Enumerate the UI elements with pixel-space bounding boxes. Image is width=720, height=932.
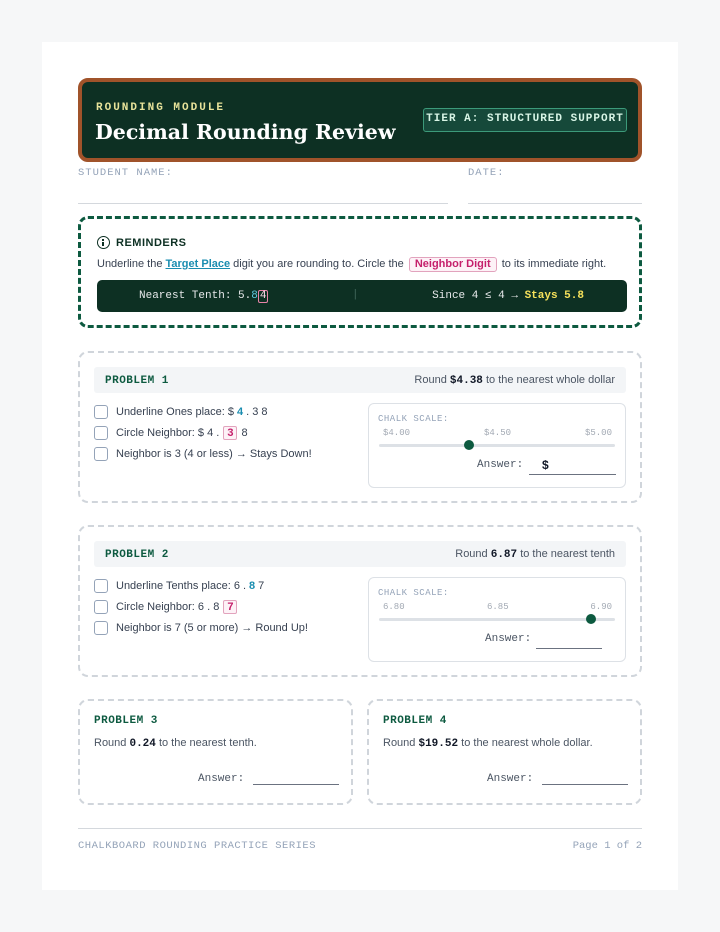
step-3 xyxy=(94,443,312,464)
scale-tick: $5.00 xyxy=(584,428,612,438)
rule-prefix: Since 4 ≤ 4 → xyxy=(432,290,518,302)
scale-tick: 6.90 xyxy=(590,602,612,612)
answer-label: Answer: xyxy=(477,459,524,471)
problem-2-header xyxy=(94,541,626,567)
problem-1-label: PROBLEM 1 xyxy=(105,375,169,387)
desc-text: to the nearest tenth. xyxy=(158,737,257,749)
answer-field[interactable] xyxy=(529,474,616,475)
neighbor-digit: 3 xyxy=(223,426,237,440)
rule-result: Stays 5.8 xyxy=(524,290,584,302)
problem-1-description xyxy=(414,374,615,387)
example-right xyxy=(432,290,584,302)
footer-series: CHALKBOARD ROUNDING PRACTICE SERIES xyxy=(78,840,317,852)
problem-3-label: PROBLEM 3 xyxy=(94,715,158,727)
problem-4-description xyxy=(383,737,593,750)
divider: | xyxy=(352,289,359,301)
step-text: 8 xyxy=(241,426,248,439)
target-digit: 8 xyxy=(249,579,256,592)
answer-field[interactable] xyxy=(536,648,602,649)
step-checkbox[interactable] xyxy=(94,426,108,440)
answer-label: Answer: xyxy=(198,773,245,785)
reminders-title: REMINDERS xyxy=(116,236,187,249)
step-checkbox[interactable] xyxy=(94,579,108,593)
step-text: Neighbor is 3 (4 or less) → Stays Down! xyxy=(116,447,312,460)
problem-3-value: 0.24 xyxy=(129,738,156,750)
desc-text: Round xyxy=(383,737,416,749)
scale-tick: $4.50 xyxy=(484,428,512,438)
worksheet-page xyxy=(42,42,678,890)
step-text: Underline Tenths place: 6 . xyxy=(116,579,247,592)
date-label: DATE: xyxy=(468,167,505,179)
desc-text: to the nearest whole dollar xyxy=(485,374,615,386)
problem-1-header xyxy=(94,367,626,393)
step-text: Circle Neighbor: 6 . 8 xyxy=(116,600,220,613)
student-name-field[interactable] xyxy=(78,203,448,204)
problem-1-card xyxy=(78,351,642,503)
step-2 xyxy=(94,596,308,617)
date-field[interactable] xyxy=(468,203,642,204)
example-bar xyxy=(97,280,627,312)
scale-tick: 6.80 xyxy=(383,602,405,612)
problem-4-label: PROBLEM 4 xyxy=(383,715,447,727)
answer-label: Answer: xyxy=(487,773,534,785)
step-1 xyxy=(94,575,308,596)
reminders-heading xyxy=(97,236,187,249)
desc-text: Round xyxy=(94,737,127,749)
problem-3-description xyxy=(94,737,257,750)
answer-prefix: $ xyxy=(542,458,549,472)
example-prefix: Nearest Tenth: 5. xyxy=(139,290,252,302)
desc-text: to the nearest whole dollar. xyxy=(461,737,593,749)
problem-2-card xyxy=(78,525,642,677)
module-label: ROUNDING MODULE xyxy=(96,102,226,114)
reminder-text-part: Underline the xyxy=(97,258,163,270)
chalkboard-header xyxy=(78,78,642,162)
chalk-scale-label: CHALK SCALE: xyxy=(378,414,449,424)
answer-field[interactable] xyxy=(542,784,628,785)
problem-2-steps xyxy=(94,575,308,638)
scale-tick: 6.85 xyxy=(487,602,509,612)
scale-tick: $4.00 xyxy=(383,428,411,438)
target-place-term: Target Place xyxy=(165,258,231,270)
scale-marker[interactable] xyxy=(464,440,474,450)
tier-badge: TIER A: STRUCTURED SUPPORT xyxy=(423,108,627,132)
step-text: . 3 8 xyxy=(246,405,268,418)
step-text: Circle Neighbor: $ 4 . xyxy=(116,426,220,439)
step-text: 7 xyxy=(258,579,265,592)
reminders-box xyxy=(78,216,642,328)
neighbor-digit: 7 xyxy=(223,600,237,614)
chalk-scale xyxy=(368,403,626,488)
reminders-text xyxy=(97,257,606,272)
problem-4-value: $19.52 xyxy=(418,738,459,750)
page-number: Page 1 of 2 xyxy=(572,840,642,852)
desc-text: Round xyxy=(414,374,447,386)
step-1 xyxy=(94,401,312,422)
page-title: Decimal Rounding Review xyxy=(95,120,396,144)
problem-2-description xyxy=(455,548,615,561)
reminder-text-part: to its immediate right. xyxy=(501,258,607,270)
scale-marker[interactable] xyxy=(586,614,596,624)
problem-2-label: PROBLEM 2 xyxy=(105,549,169,561)
step-checkbox[interactable] xyxy=(94,621,108,635)
step-checkbox[interactable] xyxy=(94,600,108,614)
problem-2-value: 6.87 xyxy=(490,549,518,561)
step-text: Underline Ones place: $ xyxy=(116,405,235,418)
example-neighbor-digit: 4 xyxy=(259,290,267,302)
chalk-scale xyxy=(368,577,626,662)
scale-track xyxy=(379,618,615,621)
example-target-digit: 8 xyxy=(251,290,258,302)
step-text: Neighbor is 7 (5 or more) → Round Up! xyxy=(116,621,308,634)
target-digit: 4 xyxy=(237,405,244,418)
answer-field[interactable] xyxy=(253,784,339,785)
problem-1-value: $4.38 xyxy=(449,375,483,387)
info-icon xyxy=(97,236,110,249)
answer-label: Answer: xyxy=(485,633,532,645)
chalk-scale-label: CHALK SCALE: xyxy=(378,588,449,598)
desc-text: Round xyxy=(455,548,488,560)
problem-4-card xyxy=(367,699,642,805)
step-checkbox[interactable] xyxy=(94,447,108,461)
desc-text: to the nearest tenth xyxy=(520,548,615,560)
student-name-label: STUDENT NAME: xyxy=(78,167,173,179)
problem-1-steps xyxy=(94,401,312,464)
reminder-text-part: digit you are rounding to. Circle the xyxy=(233,258,404,270)
step-2 xyxy=(94,422,312,443)
step-3 xyxy=(94,617,308,638)
example-left xyxy=(139,290,268,303)
scale-track xyxy=(379,444,615,447)
problem-3-card xyxy=(78,699,353,805)
neighbor-digit-term: Neighbor Digit xyxy=(409,257,497,272)
step-checkbox[interactable] xyxy=(94,405,108,419)
footer-divider xyxy=(78,828,642,829)
